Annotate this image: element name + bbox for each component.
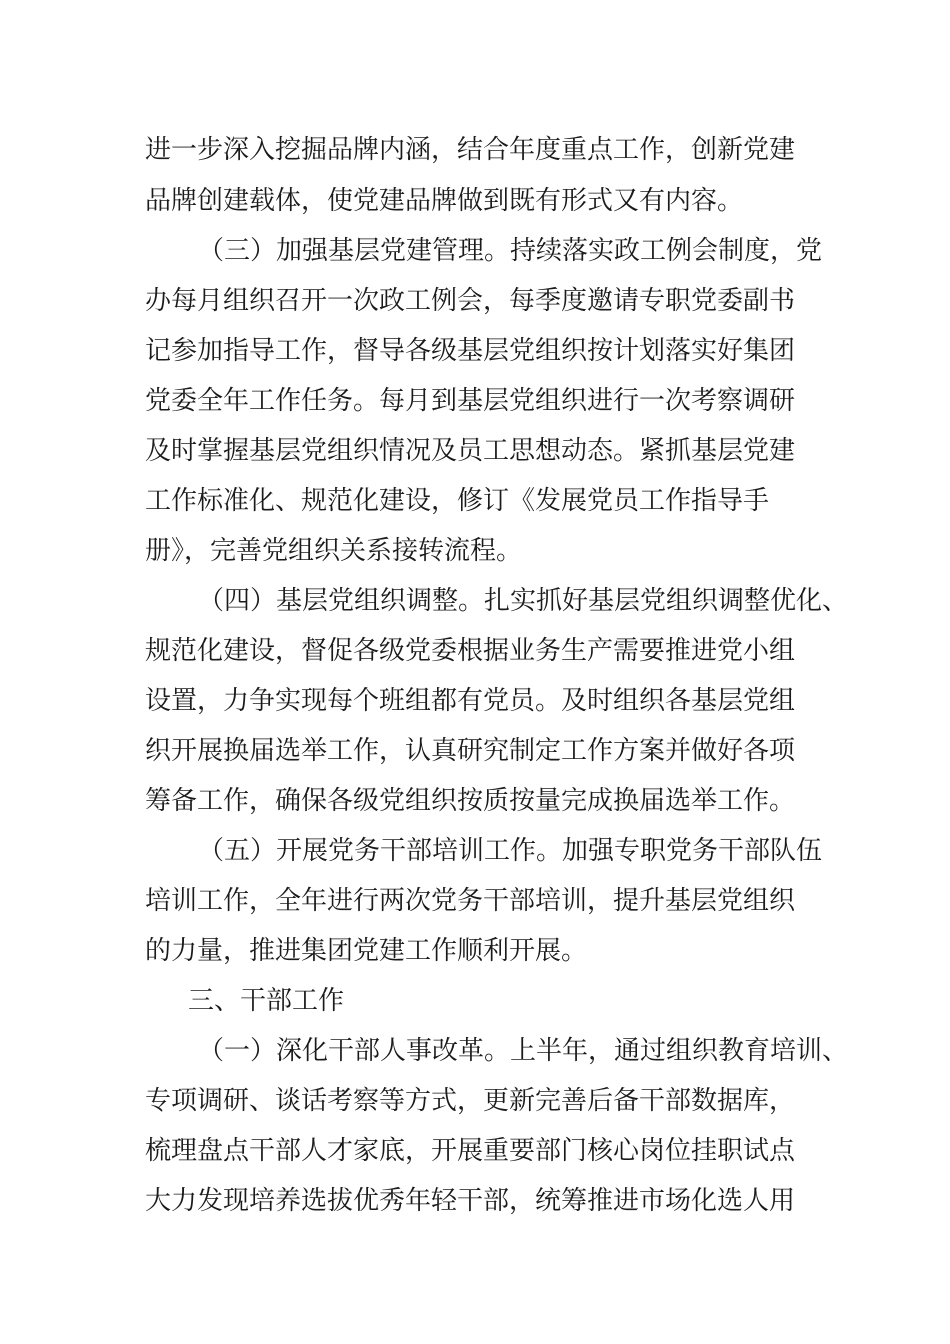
text-line: 筹备工作，确保各级党组织按质按量完成换届选举工作。 bbox=[145, 786, 796, 816]
text-line: 及时掌握基层党组织情况及员工思想动态。紧抓基层党建 bbox=[145, 436, 796, 466]
section-heading: 三、干部工作 bbox=[188, 986, 345, 1016]
text-line: 党委全年工作任务。每月到基层党组织进行一次考察调研 bbox=[145, 386, 796, 416]
text-line: 织开展换届选举工作，认真研究制定工作方案并做好各项 bbox=[145, 736, 796, 766]
text-line: 品牌创建载体，使党建品牌做到既有形式又有内容。 bbox=[145, 186, 744, 216]
text-line: 梳理盘点干部人才家底，开展重要部门核心岗位挂职试点 bbox=[145, 1136, 796, 1166]
paragraph-start-line: （一）深化干部人事改革。上半年，通过组织教育培训、 bbox=[198, 1036, 849, 1066]
text-line: 册》，完善党组织关系接转流程。 bbox=[145, 536, 523, 566]
text-line: 工作标准化、规范化建设，修订《发展党员工作指导手 bbox=[145, 486, 770, 516]
text-line: 专项调研、谈话考察等方式，更新完善后备干部数据库， bbox=[145, 1086, 796, 1116]
text-line: 记参加指导工作，督导各级基层党组织按计划落实好集团 bbox=[145, 336, 796, 366]
text-line: 的力量，推进集团党建工作顺利开展。 bbox=[145, 936, 588, 966]
text-line: 进一步深入挖掘品牌内涵，结合年度重点工作，创新党建 bbox=[145, 135, 796, 165]
text-line: 设置，力争实现每个班组都有党员。及时组织各基层党组 bbox=[145, 686, 796, 716]
text-line: 培训工作，全年进行两次党务干部培训，提升基层党组织 bbox=[145, 886, 796, 916]
paragraph-start-line: （三）加强基层党建管理。持续落实政工例会制度，党 bbox=[198, 236, 823, 266]
paragraph-start-line: （四）基层党组织调整。扎实抓好基层党组织调整优化、 bbox=[198, 586, 849, 616]
paragraph-start-line: （五）开展党务干部培训工作。加强专职党务干部队伍 bbox=[198, 836, 823, 866]
text-line: 大力发现培养选拔优秀年轻干部，统筹推进市场化选人用 bbox=[145, 1186, 796, 1216]
text-line: 办每月组织召开一次政工例会，每季度邀请专职党委副书 bbox=[145, 286, 796, 316]
text-line: 规范化建设，督促各级党委根据业务生产需要推进党小组 bbox=[145, 636, 796, 666]
